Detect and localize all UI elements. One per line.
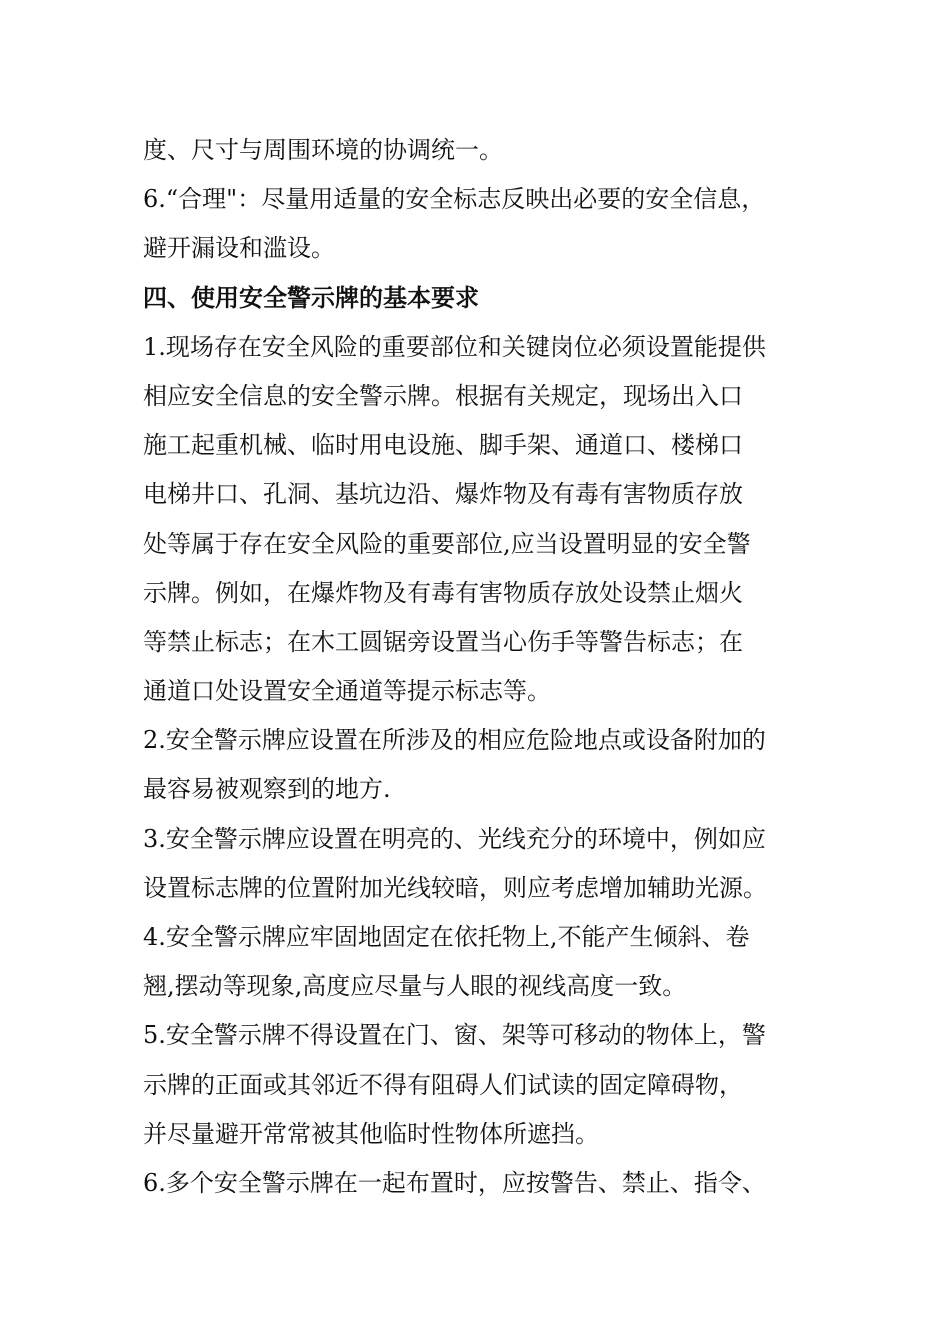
paragraph-line: 电梯井口、孔洞、基坑边沿、爆炸物及有毒有害物质存放 xyxy=(143,480,743,509)
paragraph-line: 相应安全信息的安全警示牌。根据有关规定，现场出入口 xyxy=(143,381,743,410)
paragraph-line: 示牌的正面或其邻近不得有阻碍人们试读的固定障碍物， xyxy=(143,1070,743,1099)
paragraph-line: 施工起重机械、临时用电设施、脚手架、通道口、楼梯口 xyxy=(143,431,743,460)
paragraph-line: 3.安全警示牌应设置在明亮的、光线充分的环境中，例如应 xyxy=(143,824,766,853)
paragraph-line: 度、尺寸与周围环境的协调统一。 xyxy=(143,136,503,164)
paragraph-line: 最容易被观察到的地方. xyxy=(143,775,391,804)
paragraph-line: 示牌。例如，在爆炸物及有毒有害物质存放处设禁止烟火 xyxy=(143,578,743,607)
paragraph-line: 6.“合理"：尽量用适量的安全标志反映出必要的安全信息， xyxy=(143,185,766,214)
paragraph-line: 5.安全警示牌不得设置在门、窗、架等可移动的物体上，警 xyxy=(143,1021,766,1050)
paragraph-line: 等禁止标志；在木工圆锯旁设置当心伤手等警告标志；在 xyxy=(143,627,743,656)
paragraph-line: 6.多个安全警示牌在一起布置时，应按警告、禁止、指令、 xyxy=(143,1168,766,1197)
paragraph-line: 处等属于存在安全风险的重要部位,应当设置明显的安全警 xyxy=(143,529,751,558)
paragraph-line: 4.安全警示牌应牢固地固定在依托物上,不能产生倾斜、卷 xyxy=(143,923,750,951)
document-body xyxy=(143,126,823,1208)
paragraph-line: 1.现场存在安全风险的重要部位和关键岗位必须设置能提供 xyxy=(143,332,766,361)
paragraph-line: 通道口处设置安全通道等提示标志等。 xyxy=(143,677,551,706)
paragraph-line: 设置标志牌的位置附加光线较暗，则应考虑增加辅助光源。 xyxy=(143,873,767,902)
section-heading: 四、使用安全警示牌的基本要求 xyxy=(143,283,479,312)
paragraph-line: 并尽量避开常常被其他临时性物体所遮挡。 xyxy=(143,1119,599,1148)
paragraph-line: 翘,摆动等现象,高度应尽量与人眼的视线高度一致。 xyxy=(143,972,687,1001)
paragraph-line: 2.安全警示牌应设置在所涉及的相应危险地点或设备附加的 xyxy=(143,726,766,755)
paragraph-line: 避开漏设和滥设。 xyxy=(143,234,335,263)
